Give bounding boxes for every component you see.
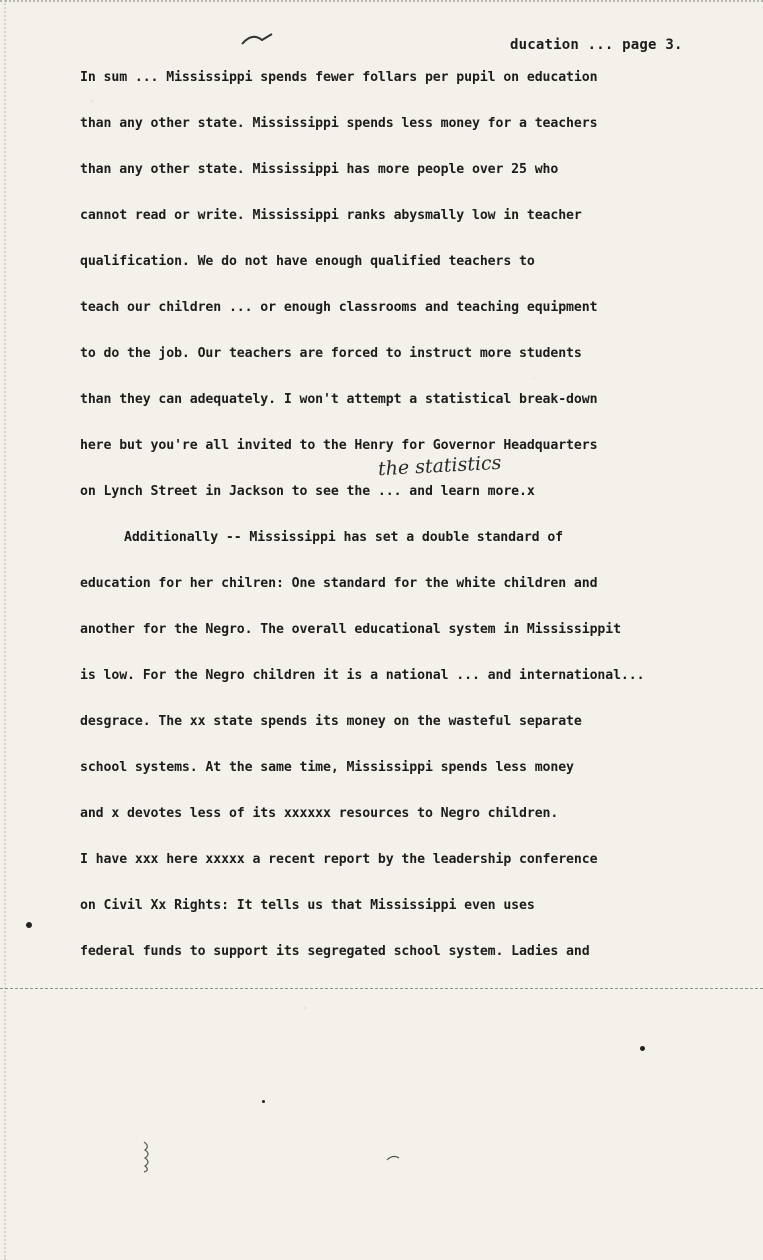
text-line: qualification. We do not have enough qualified teachers to — [80, 254, 535, 269]
text-line: teach our children ... or enough classrooms and teaching equipment — [80, 300, 598, 315]
typed-body — [80, 68, 750, 988]
page-header: ducation ... page 3. — [510, 37, 683, 53]
text-line: cannot read or write. Mississippi ranks abysmally low in teacher — [80, 208, 582, 223]
text-line: on Lynch Street in Jackson to see the ... and learn more.x — [80, 484, 535, 499]
text-line: school systems. At the same time, Mississippi spends less money — [80, 760, 574, 775]
text-line: another for the Negro. The overall educational system in Mississippit — [80, 622, 621, 637]
left-edge-dots — [4, 0, 8, 1260]
text-line: is low. For the Negro children it is a national ... and international... — [80, 668, 645, 683]
text-line: than any other state. Mississippi spends less money for a teachers — [80, 116, 598, 131]
text-line: here but you're all invited to the Henry for Governor Headquarters — [80, 438, 598, 453]
text-line: I have xxx here xxxxx a recent report by the leadership conference — [80, 852, 598, 867]
text-line: than any other state. Mississippi has more people over 25 who — [80, 162, 559, 177]
text-line: on Civil Xx Rights: It tells us that Mississippi even uses — [80, 898, 535, 913]
text-line: In sum ... Mississippi spends fewer follars per pupil on education — [80, 70, 598, 85]
handwritten-annotation: the statistics — [377, 451, 502, 481]
text-line: desgrace. The xx state spends its money on the wasteful separate — [80, 714, 582, 729]
header-pen-mark — [240, 30, 280, 50]
text-line: and x devotes less of its xxxxxx resources to Negro children. — [80, 806, 559, 821]
ink-dot — [262, 1100, 265, 1103]
text-line: than they can adequately. I won't attempt a statistical break-down — [80, 392, 598, 407]
text-line: to do the job. Our teachers are forced to instruct more students — [80, 346, 582, 361]
pencil-mark — [385, 1152, 401, 1164]
top-edge-dots — [0, 0, 763, 6]
ink-dot — [640, 1046, 645, 1051]
page-bottom-edge — [0, 988, 763, 989]
ink-dot — [26, 922, 32, 928]
text-line: education for her chilren: One standard for the white children and — [80, 576, 598, 591]
margin-scribble — [140, 1140, 154, 1174]
text-line: Additionally -- Mississippi has set a double standard of — [124, 530, 564, 545]
text-line: federal funds to support its segregated school system. Ladies and — [80, 944, 590, 959]
